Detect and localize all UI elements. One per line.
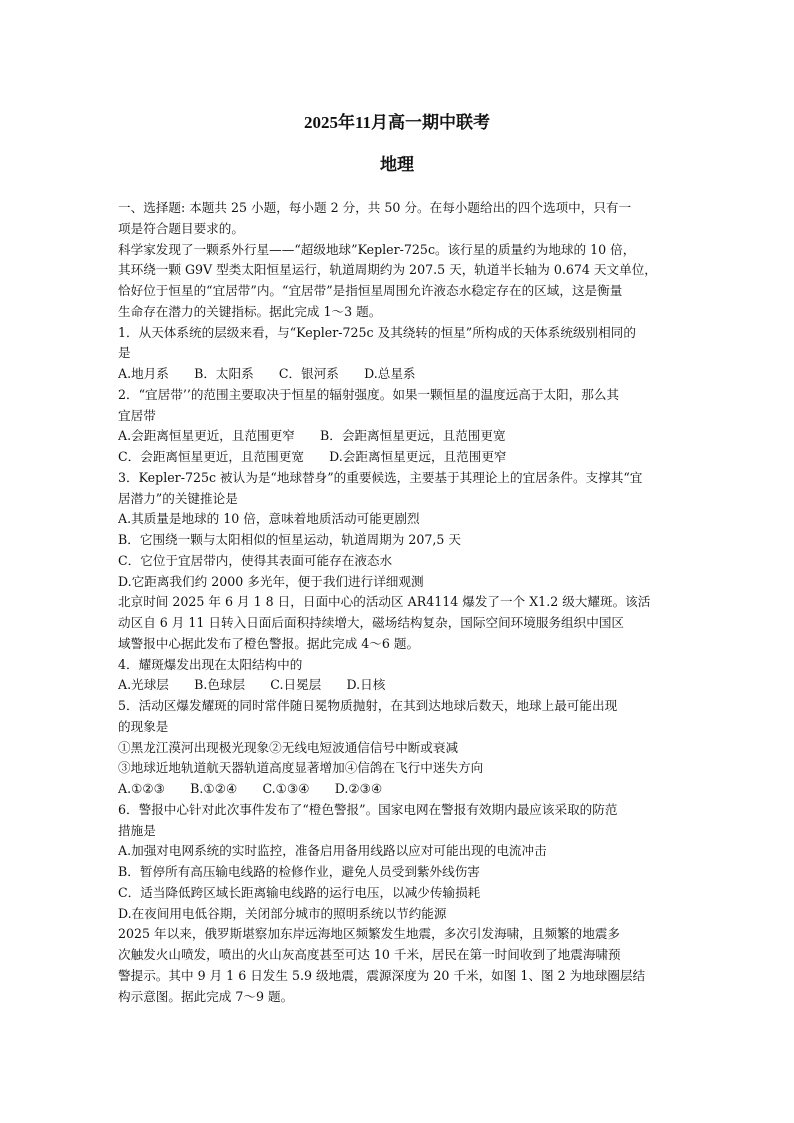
text-line: 1．从天体系统的层级来看，与“Kepler-725c 及其绕转的恒星”所构成的天体系统级别相同的	[118, 324, 636, 340]
text-line: 6．警报中心针对此次事件发布了“橙色警报”。国家电网在警报有效期内最应该采取的防范	[118, 801, 618, 817]
text-line: B．它围绕一颗与太阳相似的恒星运动，轨道周期为 207,5 天	[118, 532, 461, 547]
exam-content	[118, 198, 680, 1007]
text-line: 的现象是	[118, 718, 169, 734]
text-line: 3．Kepler-725c 被认为是“地球替身”的重要候选，主要基于其理论上的宜居条件。支撑其“宜	[118, 469, 643, 485]
text-line: 构示意图。据此完成 7～9 题。	[118, 988, 294, 1004]
text-line: 生命存在潜力的关键指标。据此完成 1～3 题。	[118, 303, 382, 319]
text-line: D.在夜间用电低谷期，关闭部分城市的照明系统以节约能源	[118, 905, 447, 921]
text-line: C．它位于宜居带内，使得其表面可能存在液态水	[118, 552, 393, 568]
exam-title: 2025年11月高一期中联考	[303, 113, 491, 132]
text-line: 北京时间 2025 年 6 月 1 8 日，日面中心的活动区 AR4114 爆发了一个 X1.2 级大耀斑。该活	[118, 594, 651, 610]
text-line: 恰好位于恒星的“宜居带”内。“宜居带”是指恒星周围允许液态水稳定存在的区域，这是衡量	[118, 283, 623, 298]
text-line: D.它距离我们约 2000 多光年，便于我们进行详细观测	[118, 573, 424, 589]
text-line: A.地月系 B．太阳系 C．银河系 D.总星系	[118, 366, 416, 381]
text-line: 项是符合题目要求的。	[118, 220, 244, 236]
text-line: 域警报中心据此发布了橙色警报。据此完成 4～6 题。	[118, 635, 420, 651]
text-line: A.光球层 B.色球层 C.日冕层 D.日核	[118, 677, 386, 693]
text-line: 居潜力”的关键推论是	[118, 490, 238, 506]
exam-subject: 地理	[380, 155, 414, 174]
text-line: 2．“宜居带’’的范围主要取决于恒星的辐射强度。如果一颗恒星的温度远高于太阳，那么其	[118, 386, 620, 402]
text-line: 次触发火山喷发，喷出的火山灰高度甚至可达 10 千米，居民在第一时间收到了地震海啸预	[118, 947, 621, 962]
text-line: 警提示。其中 9 月 1 6 日发生 5.9 级地震，震源深度为 20 千米，如图 1、图 2 为地球圈层结	[118, 967, 646, 983]
text-line: C．适当降低跨区域长距离输电线路的运行电压，以减少传输损耗	[118, 884, 481, 900]
text-line: B．暂停所有高压输电线路的检修作业，避免人员受到紫外线伤害	[118, 864, 480, 879]
text-line: 5．活动区爆发耀斑的同时常伴随日冕物质抛射，在其到达地球后数天，地球上最可能出现	[118, 698, 618, 713]
text-line: 宜居带	[118, 407, 156, 423]
text-line: 2025 年以来，俄罗斯堪察加东岸远海地区频繁发生地震，多次引发海啸，且频繁的地震多	[118, 926, 621, 942]
text-line: 科学家发现了一颗系外行星——“超级地球”Kepler-725c。该行星的质量约为地球的 10 倍，	[118, 241, 636, 257]
text-line: A.会距离恒星更近，且范围更窄 B．会距离恒星更远，且范围更宽	[118, 428, 506, 444]
text-line: ③地球近地轨道航天器轨道高度显著增加④信鸽在飞行中迷失方向	[118, 760, 484, 776]
text-line: 其环绕一颗 G9V 型类太阳恒星运行，轨道周期约为 207.5 天，轨道半长轴为 0.674 天文单位，	[118, 262, 657, 278]
text-line: A.其质量是地球的 10 倍，意味着地质活动可能更剧烈	[118, 511, 420, 527]
text-line: 动区自 6 月 11 日转入日面后面积持续增大，磁场结构复杂，国际空间环境服务组织中国区	[118, 615, 625, 630]
text-line: 措施是	[118, 822, 156, 838]
text-line: 一、选择题: 本题共 25 小题，每小题 2 分，共 50 分。在每小题给出的四个选项中，只有一	[118, 200, 632, 215]
text-line: C．会距离恒星更近，且范围更宽 D.会距离恒星更远，且范围更窄	[118, 449, 507, 464]
text-line: A.加强对电网系统的实时监控，准备启用备用线路以应对可能出现的电流冲击	[118, 843, 547, 859]
text-line: 是	[118, 345, 131, 361]
text-line: A.①②③ B.①②④ C.①③④ D.②③④	[118, 781, 383, 796]
text-line: ①黑龙江漠河出现极光现象②无线电短波通信信号中断或衰减	[118, 739, 459, 755]
text-line: 4．耀斑爆发出现在太阳结构中的	[118, 656, 303, 672]
